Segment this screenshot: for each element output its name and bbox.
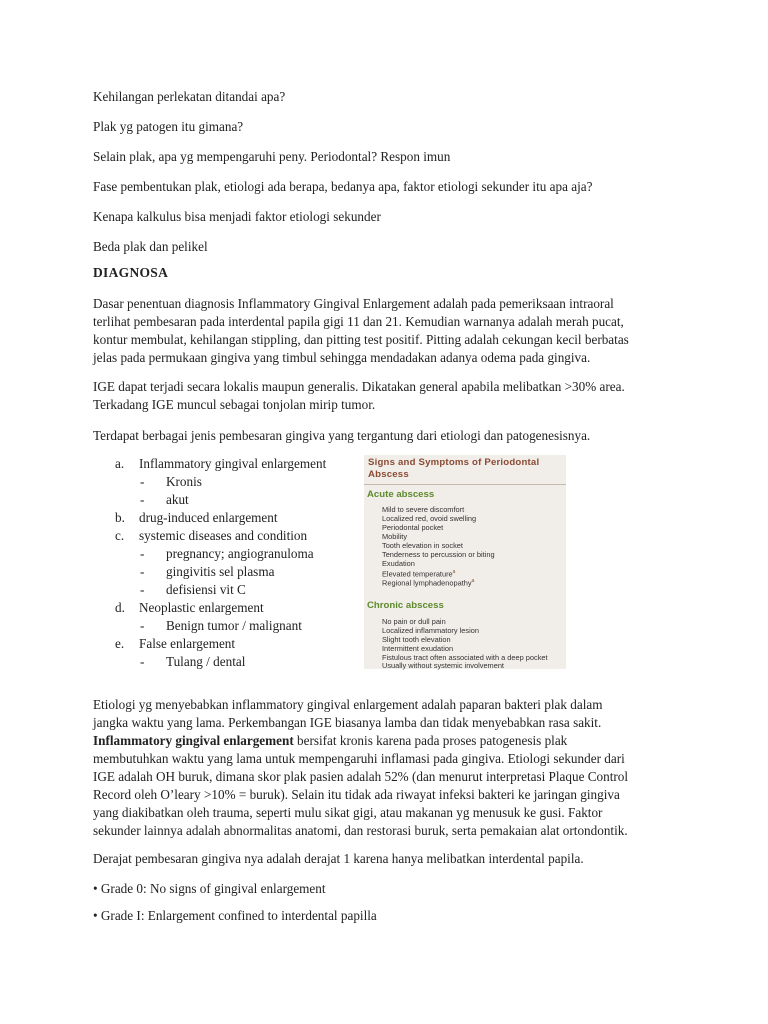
footnote-mark: a bbox=[452, 569, 456, 575]
ige-paragraph bbox=[93, 378, 653, 414]
paragraph-line: IGE adalah OH buruk, dimana skor plak pasien adalah 52% (dan menurut interpretasi Plaque Control bbox=[93, 769, 629, 784]
types-intro bbox=[93, 427, 653, 445]
acute-item-text: Regional lymphadenopathy bbox=[382, 578, 472, 588]
sub-list-marker: - bbox=[140, 654, 145, 669]
paragraph-line: Derajat pembesaran gingiva nya adalah derajat 1 karena hanya melibatkan interdental papila. bbox=[93, 851, 584, 866]
paragraph-line: jelas pada permukaan gingiva yang timbul sehingga mendadakan adanya odema pada gingiva. bbox=[93, 350, 591, 365]
paragraph-line: Record oleh O’leary >10% = buruk). Selain itu tidak ada riwayat infeksi bakteri ke jaringan gingiva bbox=[93, 787, 620, 802]
footnote-mark: a bbox=[471, 578, 475, 584]
sub-list-marker: - bbox=[140, 492, 145, 507]
question-1: Kehilangan perlekatan ditandai apa? bbox=[93, 89, 286, 104]
figure-divider bbox=[364, 484, 566, 485]
question-6: Beda plak dan pelikel bbox=[93, 239, 208, 254]
acute-item bbox=[382, 577, 474, 587]
sub-list-item-text: Kronis bbox=[166, 474, 202, 489]
sub-list-item-text: gingivitis sel plasma bbox=[166, 564, 275, 579]
grade-item: • Grade I: Enlargement confined to interdental papilla bbox=[93, 908, 377, 923]
acute-item: Mild to severe discomfort bbox=[382, 505, 465, 514]
paragraph-line: sekunder lainnya adalah abnormalitas anatomi, dan restorasi buruk, serta pemakaian alat ortondontik. bbox=[93, 823, 628, 838]
sub-list-marker: - bbox=[140, 474, 145, 489]
acute-item: Periodontal pocket bbox=[382, 523, 444, 532]
diagnosis-paragraph bbox=[93, 295, 653, 367]
paragraph-line: terlihat pembesaran pada interdental papila gigi 11 dan 21. Kemudian warnanya adalah merah pucat, bbox=[93, 314, 624, 329]
acute-item: Tenderness to percussion or biting bbox=[382, 550, 495, 559]
paragraph-line: Terdapat berbagai jenis pembesaran gingiva yang tergantung dari etiologi dan patogenesisnya. bbox=[93, 428, 591, 443]
list-item-text: False enlargement bbox=[139, 636, 236, 651]
degree-paragraph bbox=[93, 850, 653, 868]
paragraph-line: kontur membulat, kehilangan stippling, dan pitting test positif. Pitting adalah cekungan kecil berbatas bbox=[93, 332, 629, 347]
acute-item: Localized red, ovoid swelling bbox=[382, 514, 477, 523]
sub-list-item-text: Tulang / dental bbox=[166, 654, 246, 669]
sub-list-marker: - bbox=[140, 546, 145, 561]
list-marker: e. bbox=[115, 636, 125, 651]
question-3: Selain plak, apa yg mempengaruhi peny. Periodontal? Respon imun bbox=[93, 149, 451, 164]
list-item-text: Neoplastic enlargement bbox=[139, 600, 264, 615]
paragraph-line: yang diakibatkan oleh trauma, seperti mulu sikat gigi, atau makanan yg menusuk ke gusi. Faktor bbox=[93, 805, 603, 820]
list-item-text: drug-induced enlargement bbox=[139, 510, 278, 525]
paragraph-line: Etiologi yg menyebabkan inflammatory gingival enlargement adalah paparan bakteri plak dalam bbox=[93, 697, 603, 712]
sub-list-marker: - bbox=[140, 582, 145, 597]
sub-list-marker: - bbox=[140, 564, 145, 579]
chronic-item: Localized inflammatory lesion bbox=[382, 626, 479, 635]
acute-abscess-label: Acute abscess bbox=[367, 489, 435, 500]
paragraph-line: Terkadang IGE muncul sebagai tonjolan mirip tumor. bbox=[93, 397, 376, 412]
paragraph-line: IGE dapat terjadi secara lokalis maupun generalis. Dikatakan general apabila melibatkan >30% area. bbox=[93, 379, 625, 394]
list-marker: c. bbox=[115, 528, 125, 543]
acute-item: Tooth elevation in socket bbox=[382, 541, 463, 550]
etiology-paragraph bbox=[93, 696, 653, 840]
chronic-abscess-label: Chronic abscess bbox=[367, 600, 444, 611]
question-5: Kenapa kalkulus bisa menjadi faktor etiologi sekunder bbox=[93, 209, 381, 224]
list-marker: d. bbox=[115, 600, 125, 615]
list-item-text: systemic diseases and condition bbox=[139, 528, 308, 543]
paragraph-line: membutuhkan waktu yang lama untuk mempengaruhi inflamasi pada gingiva. Etiologi sekunder dari bbox=[93, 751, 625, 766]
chronic-item: Slight tooth elevation bbox=[382, 635, 451, 644]
sub-list-item-text: pregnancy; angiogranuloma bbox=[166, 546, 314, 561]
question-2: Plak yg patogen itu gimana? bbox=[93, 119, 244, 134]
acute-item-text: Elevated temperature bbox=[382, 569, 453, 579]
list-marker: a. bbox=[115, 456, 125, 471]
sub-list-item-text: akut bbox=[166, 492, 189, 507]
chronic-item: Intermittent exudation bbox=[382, 644, 454, 653]
sub-list-item-text: Benign tumor / malignant bbox=[166, 618, 302, 633]
paragraph-line bbox=[93, 732, 653, 750]
question-4: Fase pembentukan plak, etiologi ada berapa, bedanya apa, faktor etiologi sekunder itu apa aja? bbox=[93, 179, 593, 194]
paragraph-line: Dasar penentuan diagnosis Inflammatory Gingival Enlargement adalah pada pemeriksaan intraoral bbox=[93, 296, 614, 311]
bold-term: Inflammatory gingival enlargement bbox=[93, 733, 294, 748]
chronic-item: Usually without systemic involvement bbox=[382, 661, 504, 670]
figure-title: Signs and Symptoms of Periodontal Abscess bbox=[368, 457, 540, 480]
periodontal-abscess-figure bbox=[364, 455, 566, 669]
list-item-text: Inflammatory gingival enlargement bbox=[139, 456, 327, 471]
grade-item: • Grade 0: No signs of gingival enlargement bbox=[93, 881, 326, 896]
list-marker: b. bbox=[115, 510, 125, 525]
chronic-item: Fistulous tract often associated with a deep pocket bbox=[382, 653, 548, 662]
section-heading: DIAGNOSA bbox=[93, 265, 169, 280]
paragraph-line: jangka waktu yang lama. Perkembangan IGE biasanya lamba dan tidak menyebabkan rasa sakit. bbox=[93, 715, 602, 730]
sub-list-item-text: defisiensi vit C bbox=[166, 582, 246, 597]
acute-item: Exudation bbox=[382, 559, 415, 568]
acute-item: Mobility bbox=[382, 532, 408, 541]
paragraph-text: bersifat kronis karena pada proses patogenesis plak bbox=[293, 733, 568, 748]
chronic-item: No pain or dull pain bbox=[382, 617, 446, 626]
sub-list-marker: - bbox=[140, 618, 145, 633]
